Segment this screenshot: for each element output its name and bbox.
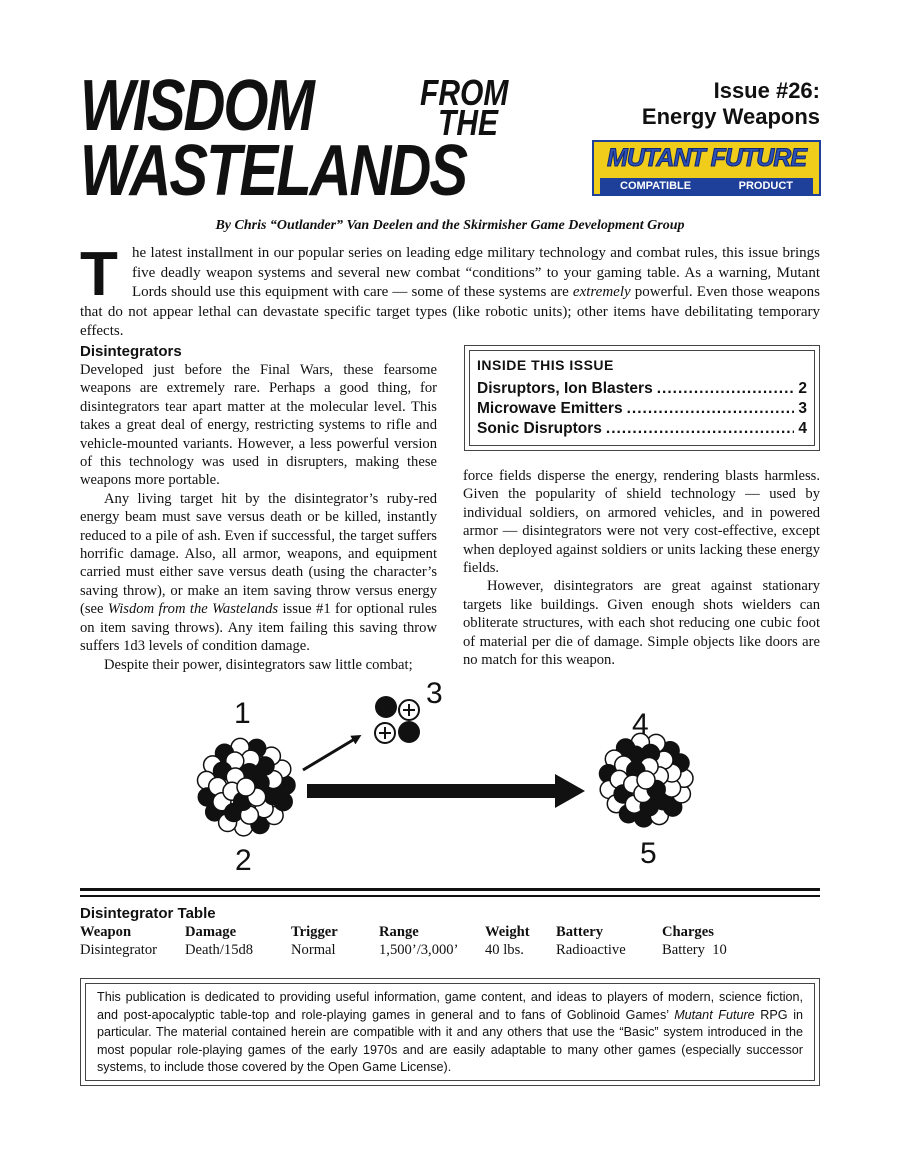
notice-text-a: This publication is dedicated to providing useful information, game content, and ideas to players of modern, science fiction, and post-apocalyptic table-top and role-playing games in general and to fans of Goblinoid Games’ [97, 990, 803, 1022]
paragraph-4: force fields disperse the energy, rendering blasts harmless. Given the popularity of shield technology — used by individual soldiers, on armored vehicles, and in powered armor — disintegrators were not very cost-effective, except when deployed against soldiers or units lacking these energy fields. [463, 468, 820, 577]
toc-item-label: Disruptors, Ion Blasters [477, 380, 653, 397]
publication-notice [97, 989, 803, 1077]
masthead-wisdom: WISDOM [80, 65, 313, 147]
table-header: Charges [662, 924, 714, 940]
big-arrow-shaft [307, 784, 559, 798]
table-cell: Radioactive [556, 942, 626, 958]
toc-leader [657, 379, 795, 398]
issue-topic: Energy Weapons [641, 104, 820, 129]
table-cell: Battery 10 [662, 942, 727, 958]
table-header: Range [379, 924, 419, 940]
toc-item[interactable] [477, 379, 807, 398]
table-title: Disintegrator Table [80, 905, 216, 922]
big-arrow-head [555, 774, 585, 808]
badge-subtitle [600, 178, 813, 194]
diagram-label-2: 2 [235, 844, 252, 877]
notice-emphasis: Mutant Future [674, 1007, 755, 1022]
toc-item[interactable] [477, 419, 807, 438]
byline: By Chris “Outlander” Van Deelen and the Skirmisher Game Development Group [215, 218, 685, 233]
table-cell: Disintegrator [80, 942, 158, 958]
badge-product: PRODUCT [738, 180, 793, 192]
molecule-right [600, 733, 694, 827]
intro-text-b: powerful. Even those weapons that do not appear lethal can devastate specific target types (like robotic units); other items have debilitating temporary effects. [80, 284, 820, 339]
toc-item-page: 2 [798, 380, 807, 397]
paragraph-2 [80, 490, 437, 656]
publication-notice-box [80, 978, 820, 1086]
issue-number: Issue #26: [713, 78, 820, 103]
right-column [463, 467, 820, 669]
particles-group [375, 696, 420, 743]
paragraph-5: However, disintegrators are great against stationary targets like buildings. Given enough shots wielders can obliterate structures, with each shot reducing one cubic foot of material per die of damage. Simple objects like doors are no match for this weapon. [463, 578, 820, 669]
particle-black [398, 721, 420, 743]
small-arrow-icon [303, 737, 358, 770]
molecule-left [198, 738, 296, 836]
section-heading: Disintegrators [80, 343, 182, 360]
toc-leader [627, 399, 795, 418]
particle-black [375, 696, 397, 718]
intro-emphasis: extremely [572, 284, 631, 300]
divider-rule-bottom [80, 895, 820, 897]
inside-this-issue-box [464, 345, 820, 451]
diagram-label-3: 3 [426, 677, 443, 710]
paragraph-2-em: Wisdom from the Wastelands [107, 601, 279, 618]
mutant-future-badge [592, 140, 821, 196]
diagram-label-4: 4 [632, 708, 649, 741]
notice-text-b: RPG in particular. The material contained herein are compatible with it and any others that use the “Basic” system introduced in the most popular role-playing games of the early 1970s and are easily adaptable to many other games (especially successor systems, to include those covered by the Open Game License). [97, 1007, 804, 1075]
badge-title: MUTANT FUTURE [607, 144, 806, 172]
toc-title: INSIDE THIS ISSUE [477, 357, 614, 373]
toc-item[interactable] [477, 399, 807, 418]
intro-paragraph [80, 240, 820, 342]
toc-item-page: 4 [798, 420, 807, 437]
diagram-label-5: 5 [640, 837, 657, 870]
diagram-label-1: 1 [234, 697, 251, 730]
drop-cap: T [80, 240, 118, 309]
paragraph-1: Developed just before the Final Wars, these fearsome weapons are extremely rare. Perhaps a good thing, for disintegrators tear apart matter at the molecular level. This takes a great deal of energy, restricting systems to rifle and vehicle-mounted variants. However, a less powerful version of this technology was used in disrupters, making these weapons more portable. [80, 362, 437, 489]
badge-compatible: COMPATIBLE [620, 180, 692, 192]
table-header: Trigger [291, 924, 338, 940]
nucleon [637, 771, 655, 789]
paragraph-3: Despite their power, disintegrators saw little combat; [104, 656, 413, 673]
table-header: Battery [556, 924, 604, 940]
toc-leader [606, 419, 794, 438]
table-header: Weapon [80, 924, 132, 940]
table-header: Weight [485, 924, 530, 940]
nucleon [237, 778, 255, 796]
toc-item-label: Sonic Disruptors [477, 420, 602, 437]
masthead-the: THE [438, 103, 498, 144]
paragraph-2-b: issue #1 for optional rules on item saving throws). Any item failing this saving throw suffers 1d3 levels of condition damage. [80, 601, 437, 655]
masthead-wastelands: WASTELANDS [80, 130, 466, 212]
paragraph-2-a: Any living target hit by the disintegrator’s ruby-red energy beam must save versus death or be killed, instantly reduced to a pile of ash. Even if successful, the target suffers horrific damage. Also, all armor, weapons, and equipment carried must either save versus death (using the character’s saving throw), or make an item saving throw versus energy (see [80, 490, 437, 618]
table-cell: Death/15d8 [185, 942, 254, 958]
table-cell: 40 lbs. [485, 942, 524, 958]
toc-item-page: 3 [798, 400, 807, 417]
table-cell: Normal [291, 942, 336, 958]
divider-rule-top [80, 888, 820, 891]
table-header: Damage [185, 924, 237, 940]
intro-text-a: he latest installment in our popular series on leading edge military technology and combat rules, this issue brings five deadly weapon systems and several new combat “conditions” to your gaming table. As a warning, Mutant Lords should use this equipment with care — some of these systems are [132, 245, 820, 300]
table-cell: 1,500’/3,000’ [379, 942, 459, 958]
masthead-from: FROM [420, 73, 509, 114]
left-column [80, 343, 437, 674]
toc-item-label: Microwave Emitters [477, 400, 623, 417]
disintegration-diagram [0, 670, 900, 885]
